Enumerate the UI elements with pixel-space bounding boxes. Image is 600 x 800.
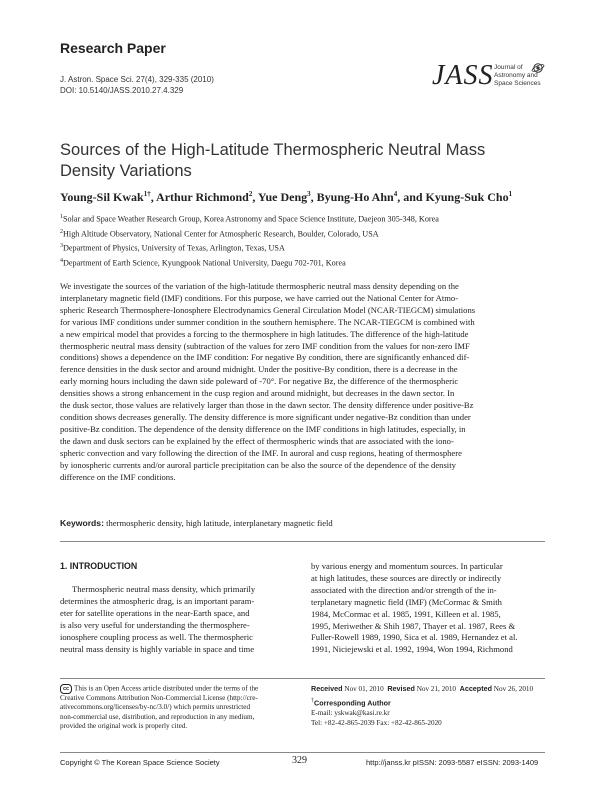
divider	[60, 678, 545, 679]
author: Kyung-Suk Cho$^1$	[425, 190, 513, 204]
corresponding-label: Corresponding Author	[314, 698, 391, 708]
corresponding-author: †Corresponding Author	[311, 698, 391, 708]
abstract-line: densities shows a strong enhancement in the cusp region and around midnight, but decreases in the dawn sector. In	[60, 388, 455, 399]
footer-divider	[60, 752, 545, 753]
abstract-line: thermospheric neutral mass density (subtraction of the values for zero IMF condition from the values for non-zero IMF	[60, 340, 470, 351]
body-line: by various energy and momentum sources. In particular	[311, 561, 503, 571]
author: Byung-Ho Ahn$^4$	[316, 190, 398, 204]
citation: J. Astron. Space Sci. 27(4), 329-335 (2010)	[60, 75, 214, 84]
section-label: Research Paper	[60, 40, 166, 56]
abstract-line: spheric Research Thermosphere-Ionosphere Electrodynamics General Circulation Model (NCAR-TIEGCM) simulations	[60, 304, 476, 315]
body-line: eter for satellite operations in the near-Earth space, and	[60, 607, 250, 618]
author: Yue Deng$^3$	[257, 190, 311, 204]
affiliations	[60, 211, 540, 270]
abstract-line: by ionospheric currents and/or auroral particle precipitation can be also the source of the dependence of the density	[60, 459, 456, 470]
divider	[60, 541, 545, 542]
affiliation: $^3$Department of Physics, University of Texas, Arlington, Texas, USA	[60, 243, 285, 254]
intro-left-column	[60, 584, 295, 655]
logo-sub-line: Astronomy and	[494, 72, 538, 79]
dates-line	[311, 684, 551, 694]
accepted-date: Nov 26, 2010	[493, 685, 534, 693]
affiliation: $^2$High Altitude Observatory, National Center for Atmospheric Research, Boulder, Colorado, USA	[60, 228, 379, 239]
body-line: determines the atmospheric drag, is an important param-	[60, 595, 255, 606]
license-line: Creative Commons Attribution Non-Commercial License (http://cre-	[60, 694, 258, 702]
section-heading: 1. INTRODUCTION	[60, 561, 138, 571]
body-line: terplanetary magnetic field (IMF) (McCormac & Smith	[311, 596, 502, 607]
phone-fax: Tel: +82-42-865-2039 Fax: +82-42-865-2020	[311, 719, 442, 728]
license-line: This is an Open Access article distributed under the terms of the	[74, 684, 259, 693]
body-line: Thermospheric neutral mass density, which primarily	[72, 584, 256, 594]
intro-right-column	[311, 561, 546, 656]
received-label: Received	[311, 684, 343, 693]
article-history	[311, 684, 551, 728]
keywords-text: thermospheric density, high latitude, interplanetary magnetic field	[106, 518, 333, 528]
body-line: is also very useful for understanding the thermosphere-	[60, 619, 250, 630]
abstract-line: difference on the IMF conditions.	[60, 471, 176, 482]
author: Young-Sil Kwak$^{1\dagger}$	[60, 190, 151, 204]
keywords-label: Keywords:	[60, 518, 104, 528]
page-number: 329	[292, 755, 307, 766]
abstract	[60, 281, 544, 483]
body-line: neutral mass density is highly variable in space and time	[60, 643, 255, 654]
creative-commons-icon: cc	[60, 684, 72, 694]
footer-copyright: Copyright © The Korean Space Science Society	[60, 758, 220, 767]
author: Arthur Richmond$^2$	[156, 190, 253, 204]
logo-sub-line: Journal of	[494, 64, 523, 71]
body-line: ionosphere coupling process as well. The thermospheric	[60, 631, 253, 642]
keywords	[60, 518, 544, 528]
abstract-line: positive-Bz condition. The dependence of the density difference on the IMF conditions in high latitudes, especially, in	[60, 423, 466, 434]
body-line: 1991, Niciejewski et al. 1992, 1994, Won 1994, Richmond	[311, 644, 513, 655]
abstract-line: the dawn and dusk sectors can be explained by the effect of thermospheric winds that are associated with the iono-	[60, 435, 454, 446]
email: E-mail: yskwak@kasi.re.kr	[311, 709, 390, 718]
abstract-line: for various IMF conditions under summer condition in the southern hemisphere. The NCAR-TIEGCM is combined with	[60, 316, 475, 327]
abstract-line: early morning hours including the dawn side poleward of -70°. For negative Bz, the difference of the thermospheric	[60, 376, 459, 387]
planet-icon	[531, 61, 545, 75]
body-line: 1984, McCormac et al. 1985, 1991, Killeen et al. 1985,	[311, 608, 501, 619]
abstract-line: spheric convection and vary following the direction of the IMF. In auroral and cusp regions, heating of thermosphere	[60, 447, 462, 458]
logo-sub-line: Space Sciences	[494, 80, 541, 87]
affiliation: $^4$Department of Earth Science, Kyungpook National University, Daegu 702-701, Korea	[60, 258, 346, 268]
abstract-line: interplanetary magnetic field (IMF) conditions. For this purpose, we have carried out the National Center for Atmo-	[60, 292, 459, 303]
revised-date: Nov 21, 2010	[416, 685, 457, 693]
license-line: ativecommons.org/licenses/by-nc/3.0/) which permits unrestricted	[60, 703, 251, 712]
abstract-line: the dusk sector, those values are relatively larger than those in the dawn sector. The density difference under positive-Bz	[60, 400, 474, 411]
footer-issn: http://janss.kr pISSN: 2093-5587 eISSN: 2093-1409	[366, 758, 539, 767]
abstract-line: conditions) shows a dependence on the IMF condition: For negative By condition, there are significantly enhanced dif-	[60, 352, 470, 363]
accepted-label: Accepted	[459, 684, 492, 693]
received-date: Nov 01, 2010	[344, 685, 384, 693]
license-line: non-commercial use, distribution, and reproduction in any medium,	[60, 712, 255, 721]
authors-conjunction: and	[403, 190, 423, 204]
body-line: 1995, Meriwether & Shih 1987, Thayer et al. 1987, Rees &	[311, 620, 516, 631]
revised-label: Revised	[387, 684, 415, 693]
abstract-line: We investigate the sources of the variation of the high-latitude thermospheric neutral mass density depending on the	[60, 281, 459, 291]
abstract-line: a new empirical model that provides a forcing to the thermosphere in high latitudes. The difference of the high-latitude	[60, 328, 469, 339]
abstract-line: ference densities in the dusk sector and around midnight. Under the positive-By condition, there is a decrease in the	[60, 364, 458, 375]
author-list: Young-Sil Kwak$^{1\dagger}$, Arthur Richmond$^2$, Yue Deng$^3$, Byung-Ho Ahn$^4$, and Kyung-Suk Cho$^1$	[60, 190, 513, 204]
doi: DOI: 10.5140/JASS.2010.27.4.329	[60, 86, 184, 95]
license-notice	[60, 684, 300, 731]
abstract-line: condition shows decreases generally. The density difference is more significant under negative-Bz condition than under	[60, 411, 471, 422]
license-line: provided the original work is properly cited.	[60, 721, 188, 730]
citation-block	[60, 74, 214, 96]
logo-wordmark: JASS	[432, 60, 494, 91]
journal-logo	[432, 60, 547, 102]
affiliation: $^1$Solar and Space Weather Research Group, Korea Astronomy and Space Science Institute, Daejeon 305-348, Korea	[60, 214, 439, 224]
body-line: at high latitudes, these sources are directly or indirectly	[311, 572, 502, 583]
body-line: Fuller-Rowell 1989, 1990, Sica et al. 1989, Hernandez et al.	[311, 632, 518, 643]
body-line: associated with the direction and/or strength of the in-	[311, 584, 497, 595]
paper-title: Sources of the High-Latitude Thermospheric Neutral Mass Density Variations	[60, 141, 486, 180]
